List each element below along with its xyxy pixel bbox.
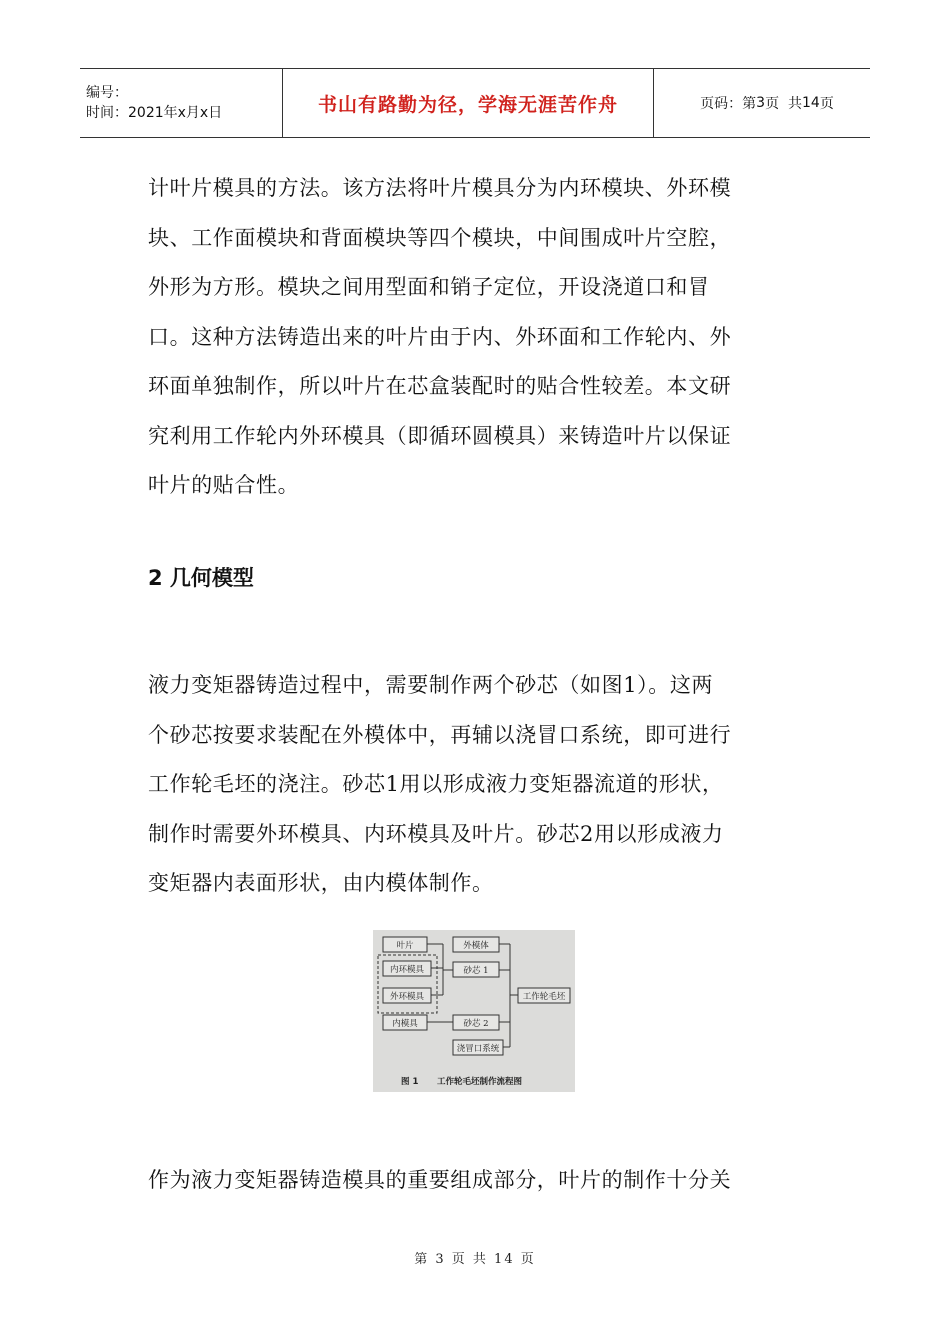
paragraph-line: 环面单独制作，所以叶片在芯盒装配时的贴合性较差。本文研 xyxy=(148,374,732,398)
motto-text: 书山有路勤为径，学海无涯苦作舟 xyxy=(317,93,618,116)
paragraph-3 xyxy=(148,1156,808,1206)
paragraph-line: 块、工作面模块和背面模块等四个模块，中间围成叶片空腔， xyxy=(148,225,732,250)
document-number-label: 编号： xyxy=(86,85,128,101)
section-heading: 2 几何模型 xyxy=(148,566,254,590)
label-blank: 工作轮毛坯 xyxy=(522,992,566,1002)
paragraph-line: 叶片的贴合性。 xyxy=(148,473,300,497)
figure-1 xyxy=(373,930,575,1092)
paragraph-line: 计叶片模具的方法。该方法将叶片模具分为内环模块、外环模 xyxy=(148,176,732,200)
label-sand-core-2: 砂芯 2 xyxy=(463,1019,489,1029)
figure-caption-number: 图 1 xyxy=(401,1077,419,1087)
page-footer: 第 3 页 共 14 页 xyxy=(414,1252,536,1267)
header-page-number xyxy=(654,69,870,137)
page-mid: 页 共 xyxy=(765,96,802,112)
flow-connectors xyxy=(427,944,518,1047)
paragraph-line: 制作时需要外环模具、内环模具及叶片。砂芯2用以形成液力 xyxy=(148,821,724,846)
page-current: 3 xyxy=(756,95,766,111)
label-inner-mold: 内模具 xyxy=(392,1019,418,1029)
header-meta xyxy=(80,69,282,137)
label-inner-ring-mold: 内环模具 xyxy=(389,965,425,975)
page-header xyxy=(80,68,870,138)
header-motto xyxy=(282,69,654,137)
paragraph-line: 究利用工作轮内外环模具（即循环圆模具）来铸造叶片以保证 xyxy=(148,423,732,448)
paragraph-line: 作为液力变矩器铸造模具的重要组成部分，叶片的制作十分关 xyxy=(148,1168,732,1192)
label-gating-system: 浇冒口系统 xyxy=(456,1044,500,1054)
paragraph-1 xyxy=(148,164,808,511)
page-total: 14 xyxy=(802,95,820,111)
flow-chart xyxy=(373,930,575,1092)
page-suffix: 页 xyxy=(819,96,834,112)
paragraph-line: 个砂芯按要求装配在外模体中，再辅以浇冒口系统，即可进行 xyxy=(148,722,732,747)
paragraph-2 xyxy=(148,661,808,909)
label-outer-mold-body: 外模体 xyxy=(463,941,489,951)
paragraph-line: 液力变矩器铸造过程中，需要制作两个砂芯（如图1）。这两 xyxy=(148,673,714,697)
label-blade: 叶片 xyxy=(396,941,414,951)
paragraph-line: 口。这种方法铸造出来的叶片由于内、外环面和工作轮内、外 xyxy=(148,324,732,349)
page-prefix: 页码：第 xyxy=(700,96,757,112)
paragraph-line: 工作轮毛坯的浇注。砂芯1用以形成液力变矩器流道的形状， xyxy=(148,772,724,796)
document-time-label: 时间：2021年x月x日 xyxy=(86,105,223,121)
label-sand-core-1: 砂芯 1 xyxy=(463,966,489,976)
paragraph-line: 外形为方形。模块之间用型面和销子定位，开设浇道口和冒 xyxy=(148,275,710,299)
paragraph-line: 变矩器内表面形状，由内模体制作。 xyxy=(148,871,494,895)
figure-caption-text: 工作轮毛坯制作流程图 xyxy=(437,1077,523,1087)
label-outer-ring-mold: 外环模具 xyxy=(389,992,425,1002)
